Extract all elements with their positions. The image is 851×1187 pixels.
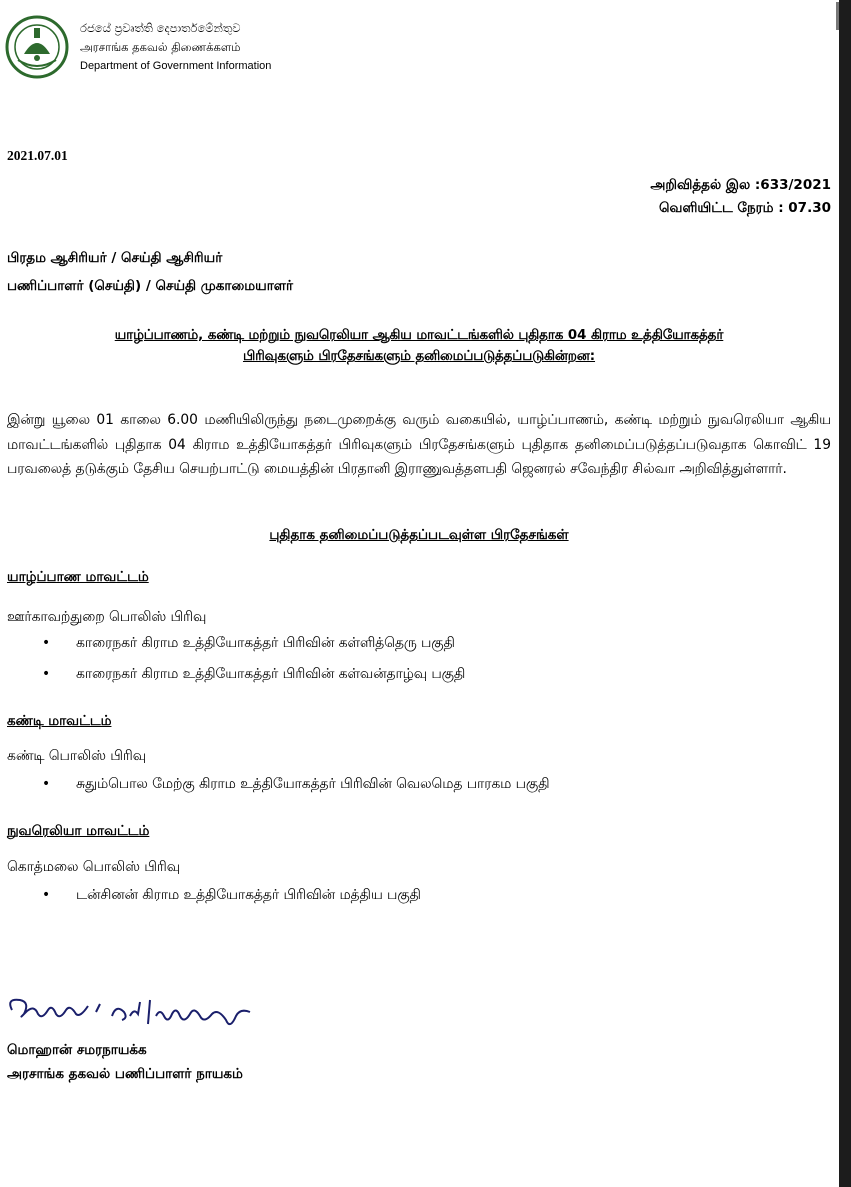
list-item bbox=[42, 887, 421, 905]
section-title: புதிதாக தனிமைப்படுத்தப்படவுள்ள பிரதேசங்கள் bbox=[269, 527, 569, 543]
address-line-2: பணிப்பாளர் (செய்தி) / செய்தி முகாமையாளர் bbox=[7, 278, 293, 294]
department-name-sinhala: රජයේ ප්‍රවෘත්ති දෙපාර්තමේන්තුව bbox=[80, 20, 241, 35]
department-name bbox=[80, 19, 271, 76]
headline-line-2: பிரிவுகளும் பிரதேசங்களும் தனிமைப்படுத்தப்படுகின்றன: bbox=[242, 349, 596, 364]
district-heading: கண்டி மாவட்டம் bbox=[7, 713, 112, 729]
list-item bbox=[42, 666, 465, 684]
list-item bbox=[42, 635, 455, 653]
recipient-address bbox=[7, 244, 293, 300]
police-division: ஊர்காவற்துறை பொலிஸ் பிரிவு bbox=[7, 609, 207, 625]
bullet-icon: • bbox=[42, 776, 51, 792]
scroll-marker bbox=[836, 2, 839, 30]
police-division: கொத்மலை பொலிஸ் பிரிவு bbox=[7, 859, 180, 875]
bullet-icon: • bbox=[42, 666, 51, 682]
district-heading: நுவரெலியா மாவட்டம் bbox=[7, 823, 150, 839]
signature-icon bbox=[4, 990, 264, 1038]
headline-line-1: யாழ்ப்பாணம், கண்டி மற்றும் நுவரெலியா ஆகிய மாவட்டங்களில் புதிதாக 04 கிராம உத்தியோகத்தர் bbox=[114, 328, 724, 343]
page-edge-bar bbox=[839, 0, 851, 1187]
list-item-text: டன்சினன் கிராம உத்தியோகத்தர் பிரிவின் மத்திய பகுதி bbox=[76, 887, 421, 903]
signatory-title: அரசாங்க தகவல் பணிப்பாளர் நாயகம் bbox=[7, 1066, 243, 1082]
body-paragraph: இன்று யூலை 01 காலை 6.00 மணியிலிருந்து நடைமுறைக்கு வரும் வகையில், யாழ்ப்பாணம், கண்டி மற்றும் நுவரெலியா ஆகிய மாவட்டங்களில் புதிதாக 04 கிராம உத்தியோகத்தர் பிரிவுகளும் பிரதேசங்களும் புதிதாக தனிமைப்படுத்தப்படுவதாக கொவிட் 19 பரவலைத் தடுக்கும் தேசிய செயற்பாட்டு மையத்தின் பிரதானி இராணுவத்தளபதி ஜெனரல் சவேந்திர சில்வா அறிவித்துள்ளார். bbox=[7, 412, 831, 477]
list-item-text: காரைநகர் கிராம உத்தியோகத்தர் பிரிவின் கள்ளித்தெரு பகுதி bbox=[76, 635, 455, 651]
department-name-english: Department of Government Information bbox=[80, 59, 272, 72]
police-division: கண்டி பொலிஸ் பிரிவு bbox=[7, 748, 146, 764]
list-item-text: சுதும்பொல மேற்கு கிராம உத்தியோகத்தர் பிரிவின் வெலமெத பாரகம பகுதி bbox=[76, 776, 550, 792]
headline bbox=[7, 325, 831, 367]
notice-reference bbox=[650, 174, 831, 220]
release-date: 2021.07.01 bbox=[7, 148, 68, 163]
bullet-icon: • bbox=[42, 887, 51, 903]
bullet-icon: • bbox=[42, 635, 51, 651]
release-time: வெளியிட்ட நேரம் : 07.30 bbox=[659, 200, 831, 216]
address-line-1: பிரதம ஆசிரியர் / செய்தி ஆசிரியர் bbox=[7, 250, 223, 266]
district-heading: யாழ்ப்பாண மாவட்டம் bbox=[7, 569, 149, 585]
signatory-name: மொஹான் சமரநாயக்க bbox=[7, 1042, 147, 1058]
list-item-text: காரைநகர் கிராம உத்தியோகத்தர் பிரிவின் கள்வன்தாழ்வு பகுதி bbox=[76, 666, 466, 682]
department-name-tamil: அரசாங்க தகவல் திணைக்களம் bbox=[80, 39, 241, 54]
list-item bbox=[42, 776, 549, 794]
government-emblem-icon bbox=[4, 14, 70, 80]
letterhead bbox=[4, 14, 271, 80]
notice-number: அறிவித்தல் இல :633/2021 bbox=[650, 177, 831, 193]
